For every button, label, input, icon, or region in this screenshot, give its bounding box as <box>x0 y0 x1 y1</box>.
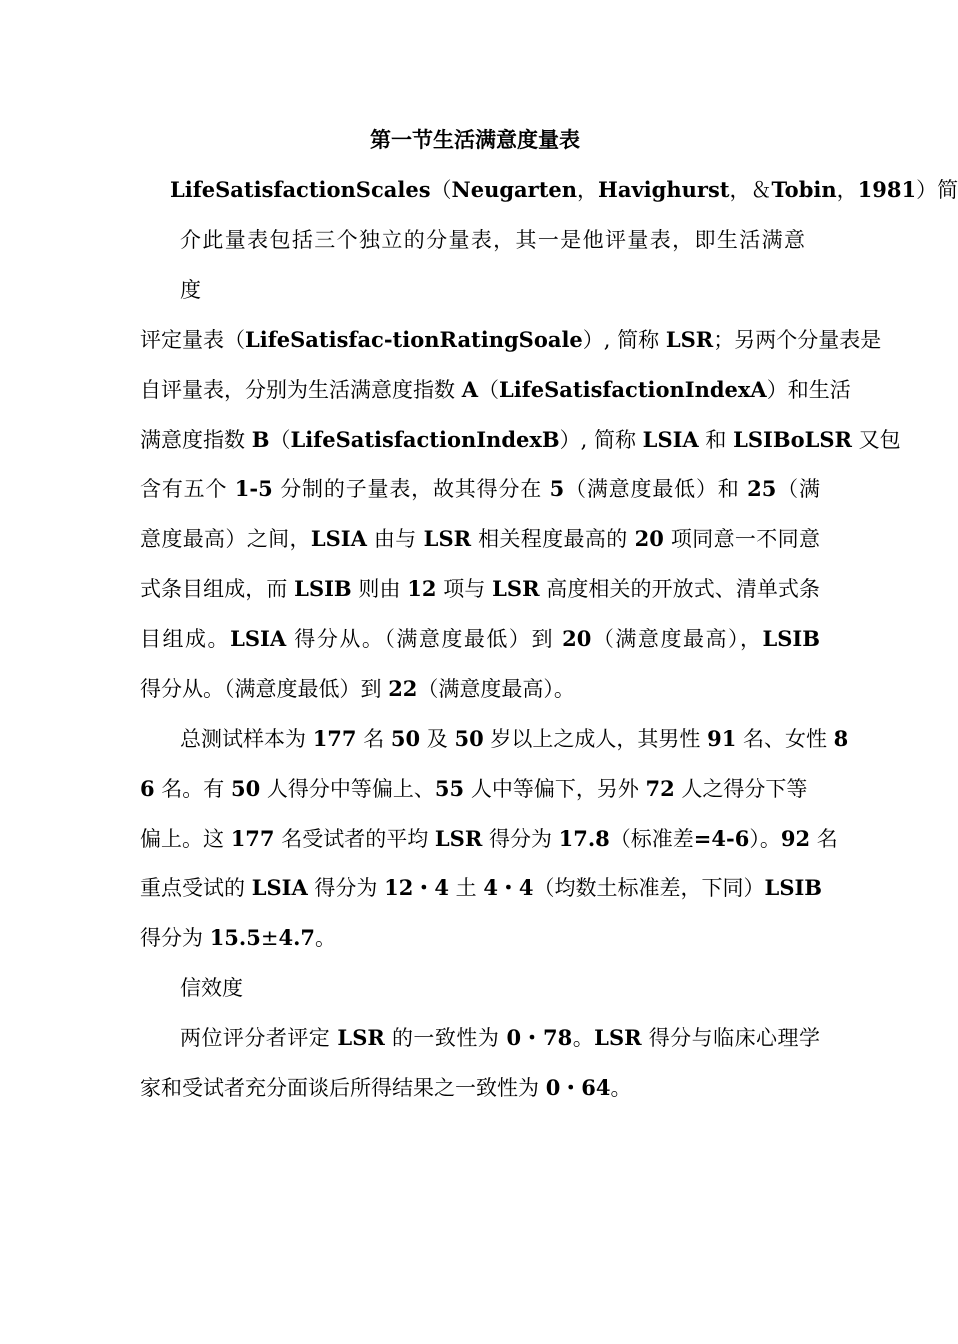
subheading-reliability-validity: 信效度 <box>180 976 243 1000</box>
text-line: 满意度指数 B（LifeSatisfactionIndexB）, 简称 LSIA 和 LSIBoLSR 又包 <box>140 427 901 452</box>
text-line: 6 名。有 50 人得分中等偏上、55 人中等偏下，另外 72 人之得分下等 <box>140 776 808 801</box>
text-line: 介此量表包括三个独立的分量表，其一是他评量表，即生活满意 <box>180 228 805 252</box>
text-line: 得分从。（满意度最低）到 22（满意度最高）。 <box>140 676 575 701</box>
text-line: 式条目组成，而 LSIB 则由 12 项与 LSR 高度相关的开放式、清单式条 <box>140 576 820 601</box>
text-line: 评定量表（LifeSatisfac-tionRatingSoale）, 简称 LSR；另两个分量表是 <box>140 327 882 352</box>
text-line: 意度最高）之间，LSIA 由与 LSR 相关程度最高的 20 项同意一不同意 <box>140 526 820 551</box>
text-line: 度 <box>180 278 201 302</box>
text-line: 家和受试者充分面谈后所得结果之一致性为 0・64。 <box>140 1075 632 1100</box>
text-line: 重点受试的 LSIA 得分为 12・4 土 4・4（均数土标准差，下同）LSIB <box>140 875 823 900</box>
text-line: 含有五个 1-5 分制的子量表，故其得分在 5（满意度最低）和 25（满 <box>140 476 820 501</box>
text-line: 得分为 15.5±4.7。 <box>140 925 336 950</box>
text-line: LifeSatisfactionScales（Neugarten，Havighurst，＆Tobin，1981）简 <box>170 177 958 202</box>
text-line: 自评量表，分别为生活满意度指数 A（LifeSatisfactionIndexA）和生活 <box>140 377 851 402</box>
section-title: 第一节生活满意度量表 <box>370 127 580 152</box>
text-line: 总测试样本为 177 名 50 及 50 岁以上之成人，其男性 91 名、女性 8 <box>180 726 849 751</box>
text-line: 两位评分者评定 LSR 的一致性为 0・78。LSR 得分与临床心理学 <box>180 1025 820 1050</box>
text-line: 偏上。这 177 名受试者的平均 LSR 得分为 17.8（标准差=4-6）。92 名 <box>140 826 838 851</box>
text-line: 目组成。LSIA 得分从。（满意度最低）到 20（满意度最高），LSIB <box>140 626 821 651</box>
